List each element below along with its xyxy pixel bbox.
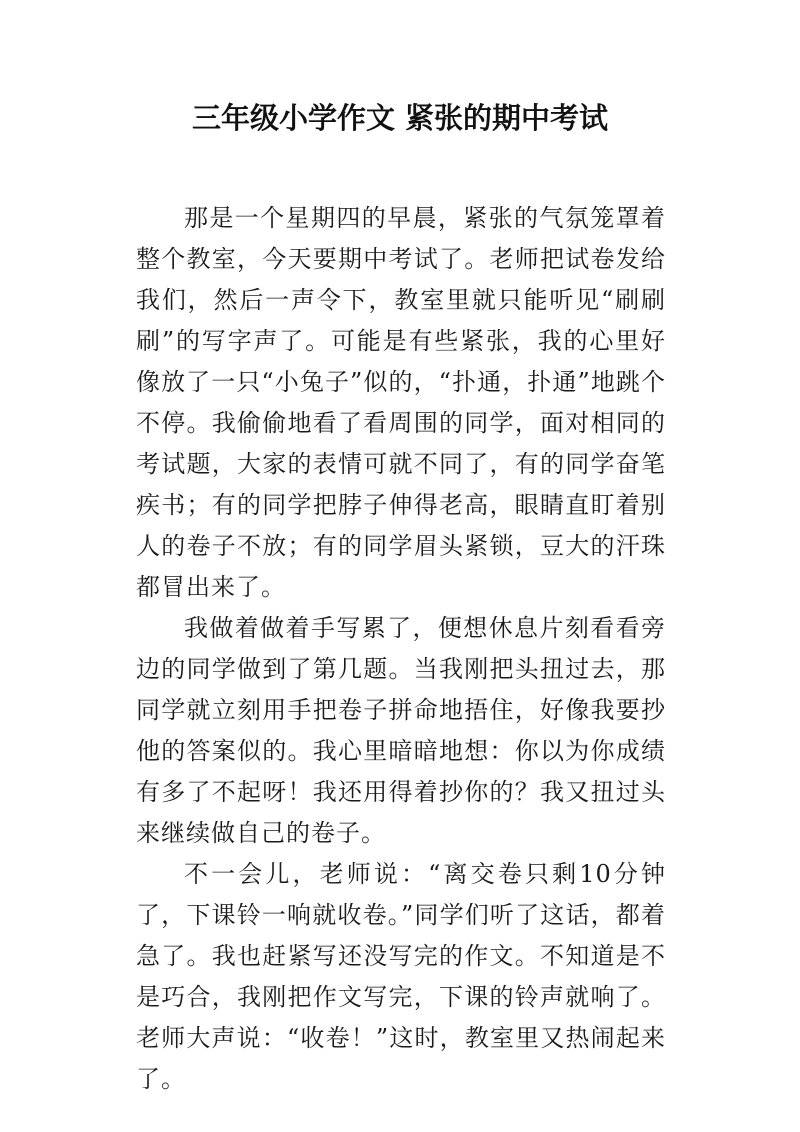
paragraph-1: 那是一个星期四的早晨，紧张的气氛笼罩着整个教室，今天要期中考试了。老师把试卷发给我们，然后一声令下，教室里就只能听见“刷刷刷”的写字声了。可能是有些紧张，我的心里好像放了一只“小兔子”似的，“扑通，扑通”地跳个不停。我偷偷地看了看周围的同学，面对相同的考试题，大家的表情可就不同了，有的同学奋笔疾书；有的同学把脖子伸得老高，眼睛直盯着别人的卷子不放；有的同学眉头紧锁，豆大的汗珠都冒出来了。 <box>136 204 666 601</box>
document-title: 三年级小学作文 紧张的期中考试 <box>191 101 609 135</box>
document-body <box>136 198 666 1100</box>
paragraph-2: 我做着做着手写累了，便想休息片刻看看旁边的同学做到了第几题。当我刚把头扭过去，那同学就立刻用手把卷子拼命地捂住，好像我要抄他的答案似的。我心里暗暗地想：你以为你成绩有多了不起呀！我还用得着抄你的？我又扭过头来继续做自己的卷子。 <box>136 614 666 847</box>
paragraph-3: 不一会儿，老师说：“离交卷只剩10分钟了，下课铃一响就收卷。”同学们听了这话，都着急了。我也赶紧写还没写完的作文。不知道是不是巧合，我刚把作文写完，下课的铃声就响了。老师大声说：“收卷！”这时，教室里又热闹起来了。 <box>136 860 666 1093</box>
